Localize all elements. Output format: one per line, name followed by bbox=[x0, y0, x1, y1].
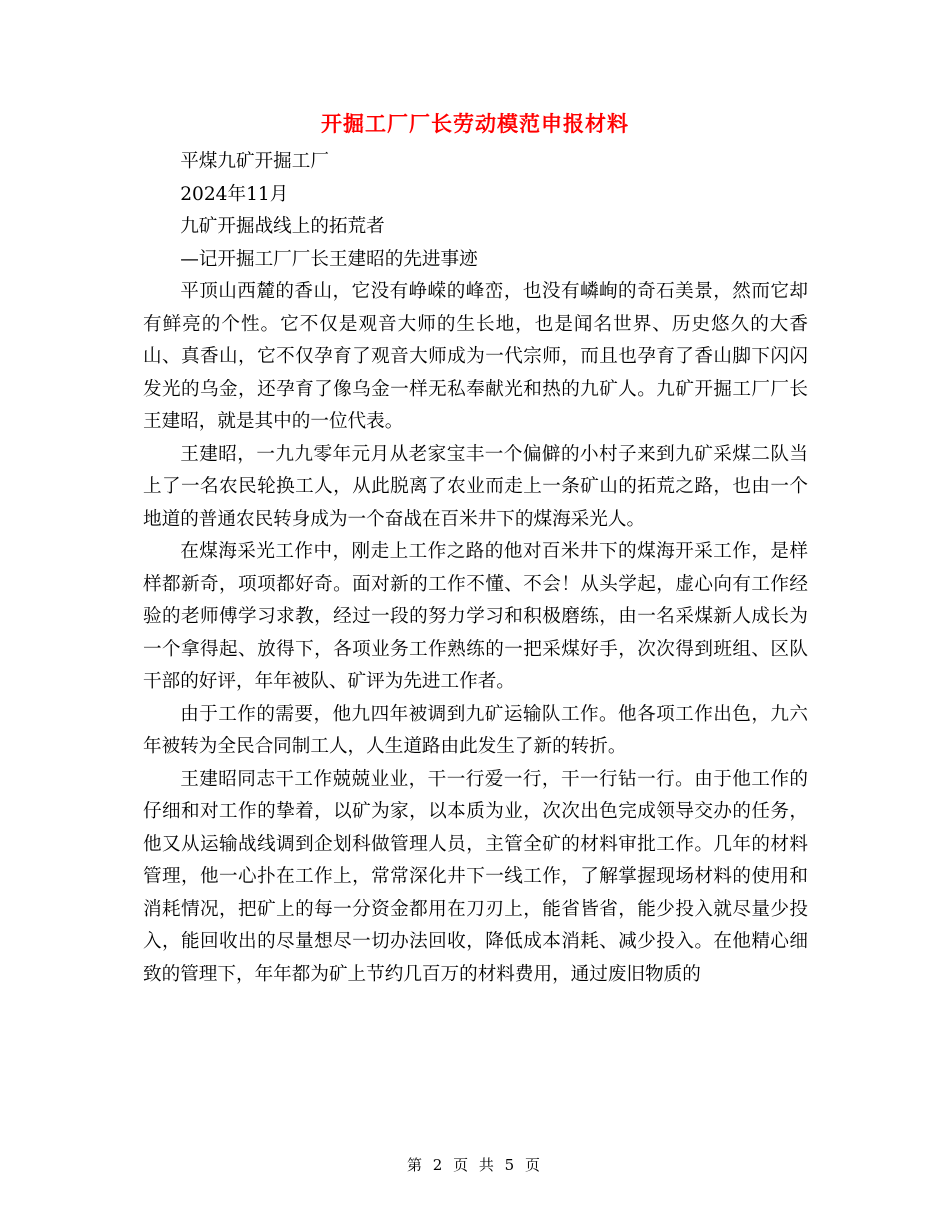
paragraph-organization: 平煤九矿开掘工厂 bbox=[180, 151, 329, 172]
paragraph-subtitle: 九矿开掘战线上的拓荒者 bbox=[180, 216, 385, 237]
paragraph-body: 在煤海采光工作中，刚走上工作之路的他对百米井下的煤海开采工作，是样样都新奇，项项都好奇。面对新的工作不懂、不会！从头学起，虚心向有工作经验的老师傅学习求教，经过一段的努力学习和积极磨练，由一名采煤新人成长为一个拿得起、放得下，各项业务工作熟练的一把采煤好手，次次得到班组、区队干部的好评，年年被队、矿评为先进工作者。 bbox=[143, 541, 808, 692]
document-title: 开掘工厂厂长劳动模范申报材料 bbox=[321, 112, 629, 136]
paragraph-date: 2024年11月 bbox=[180, 183, 289, 205]
paragraph-body: 王建昭，一九九零年元月从老家宝丰一个偏僻的小村子来到九矿采煤二队当上了一名农民轮换工人，从此脱离了农业而走上一条矿山的拓荒之路，也由一个地道的普通农民转身成为一个奋战在百米井下的煤海采光人。 bbox=[143, 443, 808, 530]
paragraph-body: 王建昭同志干工作兢兢业业，干一行爱一行，干一行钻一行。由于他工作的仔细和对工作的挚着，以矿为家，以本质为业，次次出色完成领导交办的任务，他又从运输战线调到企划科做管理人员，主管全矿的材料审批工作。几年的材料管理，他一心扑在工作上，常常深化井下一线工作，了解掌握现场材料的使用和消耗情况，把矿上的每一分资金都用在刀刃上，能省皆省，能少投入就尽量少投入，能回收出的尽量想尽一切办法回收，降低成本消耗、减少投入。在他精心细致的管理下，年年都为矿上节约几百万的材料费用，通过废旧物质的 bbox=[143, 768, 808, 985]
paragraph-subheading: —记开掘工厂厂长王建昭的先进事迹 bbox=[180, 248, 478, 270]
page-footer: 第 2 页 共 5 页 bbox=[407, 1156, 543, 1174]
paragraph-body: 平顶山西麓的香山，它没有峥嵘的峰峦，也没有嶙峋的奇石美景，然而它却有鲜亮的个性。它不仅是观音大师的生长地，也是闻名世界、历史悠久的大香山、真香山，它不仅孕育了观音大师成为一代宗师，而且也孕育了香山脚下闪闪发光的乌金，还孕育了像乌金一样无私奉献光和热的九矿人。九矿开掘工厂厂长王建昭，就是其中的一位代表。 bbox=[143, 281, 808, 432]
paragraph-body: 由于工作的需要，他九四年被调到九矿运输队工作。他各项工作出色，九六年被转为全民合同制工人，人生道路由此发生了新的转折。 bbox=[143, 703, 808, 757]
document-body bbox=[143, 146, 808, 991]
